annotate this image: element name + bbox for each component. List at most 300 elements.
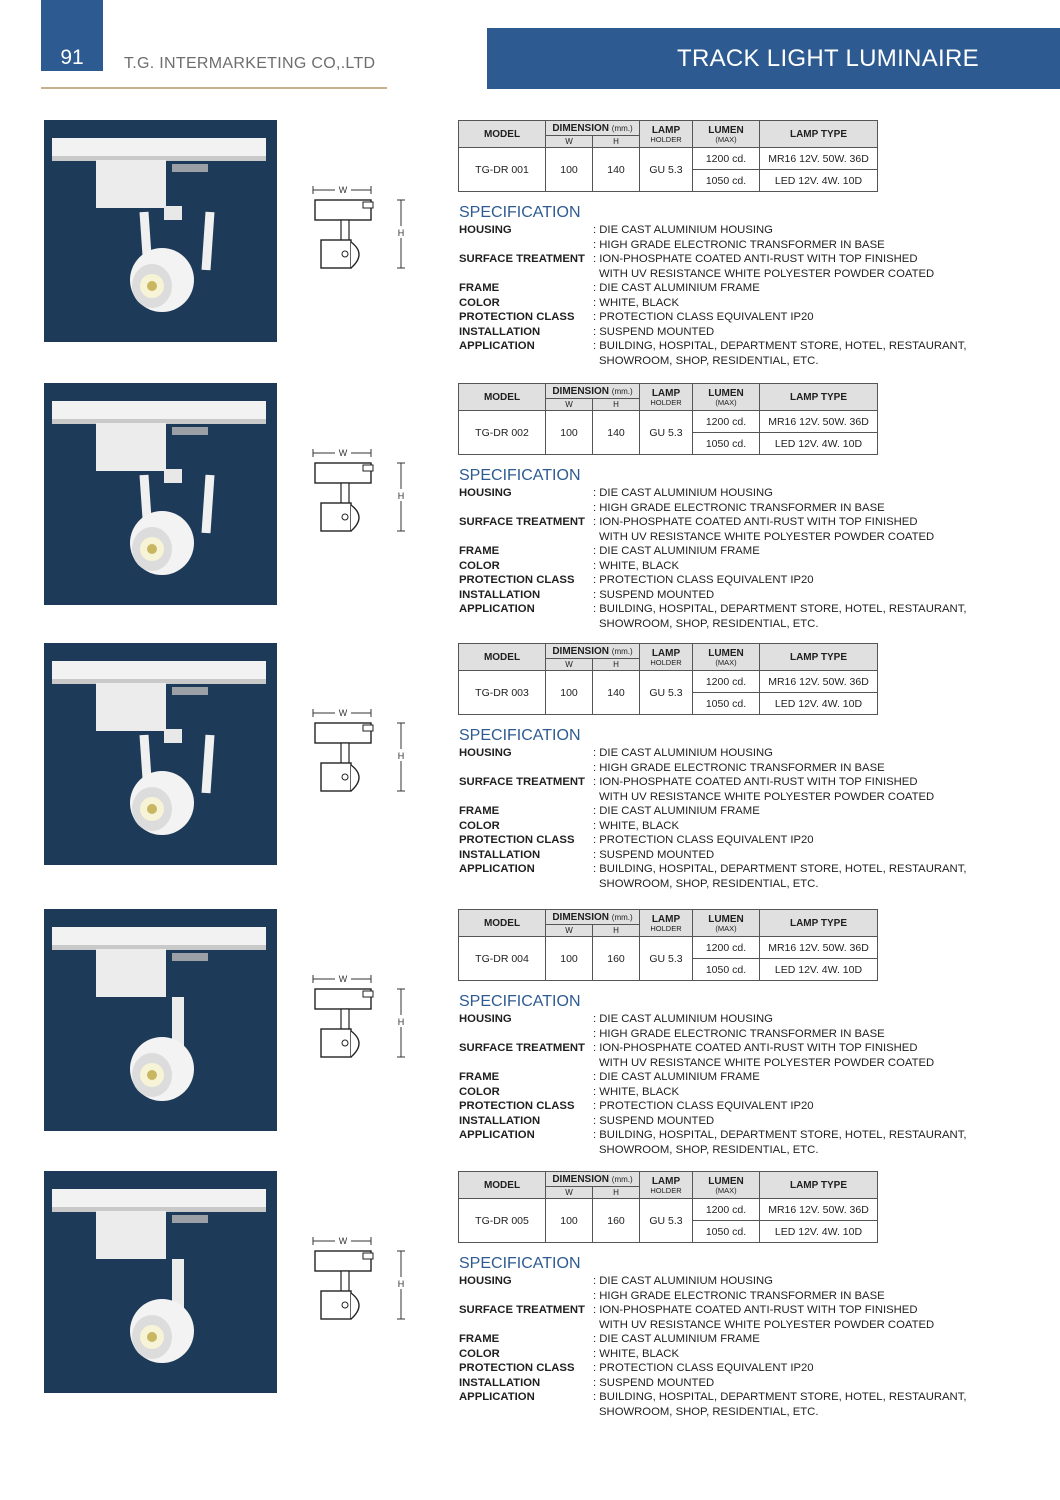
width-cell: 100 xyxy=(546,937,593,981)
model-cell: TG-DR 002 xyxy=(459,411,546,455)
spec-value: : DIE CAST ALUMINIUM HOUSING xyxy=(593,1275,773,1287)
h-header: H xyxy=(593,659,640,671)
spec-row xyxy=(459,354,1019,369)
spec-label: HOUSING xyxy=(459,747,512,759)
spec-label: PROTECTION CLASS xyxy=(459,1362,575,1374)
spec-value: WITH UV RESISTANCE WHITE POLYESTER POWDER COATED xyxy=(599,530,935,543)
lumen-cell: 1200 cd. xyxy=(693,937,760,959)
lumen-max-label: (MAX) xyxy=(715,1186,737,1195)
spec-value: : DIE CAST ALUMINIUM FRAME xyxy=(593,1333,760,1345)
h-header: H xyxy=(593,925,640,937)
spec-row xyxy=(459,1143,1019,1158)
spec-label: SURFACE TREATMENT xyxy=(459,1304,585,1316)
spec-row xyxy=(459,252,1019,267)
specification-list xyxy=(459,486,1019,631)
spec-row xyxy=(459,501,1019,516)
spec-row xyxy=(459,1376,1019,1391)
spec-label: SURFACE TREATMENT xyxy=(459,516,585,528)
spec-value: : DIE CAST ALUMINIUM HOUSING xyxy=(593,487,773,499)
lumen-cell: 1050 cd. xyxy=(693,959,760,981)
product-photo xyxy=(44,383,277,605)
product-table xyxy=(458,120,878,192)
spec-row xyxy=(459,617,1019,632)
width-label: W xyxy=(338,1236,348,1246)
lamp-type-cell: LED 12V. 4W. 10D xyxy=(760,693,878,715)
lamp-holder-header xyxy=(640,644,693,671)
spec-label xyxy=(459,530,593,545)
specification-list xyxy=(459,1012,1019,1157)
spec-label xyxy=(459,790,593,805)
lamp-type-cell: LED 12V. 4W. 10D xyxy=(760,1221,878,1243)
w-header: W xyxy=(546,659,593,671)
h-header: H xyxy=(593,399,640,411)
lamp-type-cell: MR16 12V. 50W. 36D xyxy=(760,148,878,170)
spec-label: FRAME xyxy=(459,545,500,557)
spec-label: INSTALLATION xyxy=(459,588,541,601)
spec-label xyxy=(459,238,593,253)
spec-value: : HIGH GRADE ELECTRONIC TRANSFORMER IN BASE xyxy=(593,501,885,514)
spec-row xyxy=(459,761,1019,776)
specification-list xyxy=(459,1274,1019,1419)
dimension-drawing xyxy=(305,1233,415,1353)
spec-value: : PROTECTION CLASS EQUIVALENT IP20 xyxy=(593,1100,814,1112)
spec-row xyxy=(459,833,1019,848)
lamp-type-cell: MR16 12V. 50W. 36D xyxy=(760,1199,878,1221)
dimension-drawing xyxy=(305,445,415,565)
spec-label: APPLICATION xyxy=(459,863,535,875)
spec-label xyxy=(459,1318,593,1333)
model-cell: TG-DR 005 xyxy=(459,1199,546,1243)
specification-heading: SPECIFICATION xyxy=(459,204,581,221)
page-title: TRACK LIGHT LUMINAIRE xyxy=(677,44,979,72)
spec-value: : ION-PHOSPHATE COATED ANTI-RUST WITH TOP FINISHED xyxy=(593,1042,918,1054)
spec-row xyxy=(459,1405,1019,1420)
track-light-illustration xyxy=(44,909,277,1131)
spec-value: : DIE CAST ALUMINIUM FRAME xyxy=(593,805,760,817)
dimension-unit: (mm.) xyxy=(611,646,633,656)
spec-row xyxy=(459,1390,1019,1405)
height-cell: 140 xyxy=(593,411,640,455)
spec-row xyxy=(459,1128,1019,1143)
spec-value: : HIGH GRADE ELECTRONIC TRANSFORMER IN BASE xyxy=(593,1289,885,1302)
spec-row xyxy=(459,1099,1019,1114)
spec-label xyxy=(459,761,593,776)
spec-row xyxy=(459,775,1019,790)
model-header: MODEL xyxy=(459,644,546,671)
spec-value: : HIGH GRADE ELECTRONIC TRANSFORMER IN BASE xyxy=(593,238,885,251)
spec-row xyxy=(459,1361,1019,1376)
model-header: MODEL xyxy=(459,384,546,411)
dimension-label: DIMENSION xyxy=(552,122,609,134)
product-photo xyxy=(44,1171,277,1393)
spec-row xyxy=(459,1289,1019,1304)
spec-value: : DIE CAST ALUMINIUM HOUSING xyxy=(593,747,773,759)
height-label: H xyxy=(397,491,405,501)
spec-label: FRAME xyxy=(459,805,500,817)
dimension-header xyxy=(546,910,640,925)
holder-label: HOLDER xyxy=(650,924,682,933)
spec-row xyxy=(459,238,1019,253)
lumen-header xyxy=(693,1172,760,1199)
spec-row xyxy=(459,1332,1019,1347)
spec-label: HOUSING xyxy=(459,1275,512,1287)
spec-value: SHOWROOM, SHOP, RESIDENTIAL, ETC. xyxy=(599,1405,819,1418)
height-cell: 160 xyxy=(593,1199,640,1243)
product-section-4 xyxy=(0,909,1060,1171)
spec-value: : BUILDING, HOSPITAL, DEPARTMENT STORE, HOTEL, RESTAURANT, xyxy=(593,863,967,875)
spec-value: : WHITE, BLACK xyxy=(593,1347,679,1360)
lumen-max-label: (MAX) xyxy=(715,135,737,144)
spec-label: HOUSING xyxy=(459,1013,512,1025)
lumen-label: LUMEN xyxy=(708,125,744,136)
specification-heading: SPECIFICATION xyxy=(459,993,581,1010)
spec-label: SURFACE TREATMENT xyxy=(459,253,585,265)
holder-label: HOLDER xyxy=(650,658,682,667)
spec-label: INSTALLATION xyxy=(459,848,541,861)
spec-value: WITH UV RESISTANCE WHITE POLYESTER POWDER COATED xyxy=(599,1056,935,1069)
lamp-holder-header xyxy=(640,1172,693,1199)
spec-row xyxy=(459,790,1019,805)
lumen-label: LUMEN xyxy=(708,388,744,399)
spec-value: : DIE CAST ALUMINIUM FRAME xyxy=(593,1071,760,1083)
height-label: H xyxy=(397,228,405,238)
holder-label: HOLDER xyxy=(650,398,682,407)
lamp-type-cell: LED 12V. 4W. 10D xyxy=(760,433,878,455)
spec-label: INSTALLATION xyxy=(459,1376,541,1389)
holder-cell: GU 5.3 xyxy=(640,411,693,455)
holder-cell: GU 5.3 xyxy=(640,937,693,981)
lumen-cell: 1050 cd. xyxy=(693,693,760,715)
spec-label xyxy=(459,267,593,282)
track-light-illustration xyxy=(44,1171,277,1393)
lumen-max-label: (MAX) xyxy=(715,398,737,407)
spec-row xyxy=(459,296,1019,311)
spec-label: HOUSING xyxy=(459,487,512,499)
spec-value: : HIGH GRADE ELECTRONIC TRANSFORMER IN BASE xyxy=(593,761,885,774)
holder-label: HOLDER xyxy=(650,1186,682,1195)
spec-label: COLOR xyxy=(459,1347,500,1360)
product-section-5 xyxy=(0,1171,1060,1433)
dimension-unit: (mm.) xyxy=(611,912,633,922)
dimension-header xyxy=(546,384,640,399)
dimension-label: DIMENSION xyxy=(552,385,609,397)
spec-row xyxy=(459,1070,1019,1085)
h-header: H xyxy=(593,136,640,148)
lumen-cell: 1050 cd. xyxy=(693,433,760,455)
lumen-label: LUMEN xyxy=(708,1176,744,1187)
lamp-type-header: LAMP TYPE xyxy=(760,644,878,671)
height-cell: 140 xyxy=(593,148,640,192)
spec-value: : PROTECTION CLASS EQUIVALENT IP20 xyxy=(593,834,814,846)
lamp-type-cell: MR16 12V. 50W. 36D xyxy=(760,411,878,433)
spec-value: : ION-PHOSPHATE COATED ANTI-RUST WITH TOP FINISHED xyxy=(593,776,918,788)
dimension-unit: (mm.) xyxy=(611,1174,633,1184)
spec-label xyxy=(459,501,593,516)
spec-value: WITH UV RESISTANCE WHITE POLYESTER POWDER COATED xyxy=(599,1318,935,1331)
spec-value: : WHITE, BLACK xyxy=(593,819,679,832)
spec-label xyxy=(459,1289,593,1304)
spec-label: COLOR xyxy=(459,559,500,572)
spec-label: APPLICATION xyxy=(459,340,535,352)
product-section-1 xyxy=(0,120,1060,382)
product-photo xyxy=(44,909,277,1131)
lamp-type-cell: MR16 12V. 50W. 36D xyxy=(760,937,878,959)
spec-value: WITH UV RESISTANCE WHITE POLYESTER POWDER COATED xyxy=(599,790,935,803)
specification-heading: SPECIFICATION xyxy=(459,727,581,744)
dimension-diagram xyxy=(305,705,415,825)
dimension-header xyxy=(546,121,640,136)
dimension-diagram xyxy=(305,1233,415,1353)
spec-value: : PROTECTION CLASS EQUIVALENT IP20 xyxy=(593,574,814,586)
dimension-unit: (mm.) xyxy=(611,386,633,396)
product-table xyxy=(458,643,878,715)
page-number-badge xyxy=(41,0,103,71)
company-name: T.G. INTERMARKETING CO,.LTD xyxy=(124,55,376,72)
holder-cell: GU 5.3 xyxy=(640,148,693,192)
header-divider xyxy=(41,87,387,89)
spec-value: : DIE CAST ALUMINIUM HOUSING xyxy=(593,224,773,236)
w-header: W xyxy=(546,925,593,937)
height-label: H xyxy=(397,1279,405,1289)
spec-row xyxy=(459,1012,1019,1027)
spec-row xyxy=(459,310,1019,325)
lumen-cell: 1200 cd. xyxy=(693,1199,760,1221)
spec-row xyxy=(459,877,1019,892)
spec-label: PROTECTION CLASS xyxy=(459,834,575,846)
w-header: W xyxy=(546,399,593,411)
height-label: H xyxy=(397,1017,405,1027)
lamp-holder-header xyxy=(640,910,693,937)
lamp-label: LAMP xyxy=(651,648,681,659)
product-photo xyxy=(44,120,277,342)
spec-row xyxy=(459,544,1019,559)
width-cell: 100 xyxy=(546,411,593,455)
spec-label: FRAME xyxy=(459,1333,500,1345)
spec-value: WITH UV RESISTANCE WHITE POLYESTER POWDER COATED xyxy=(599,267,935,280)
lamp-type-cell: MR16 12V. 50W. 36D xyxy=(760,671,878,693)
width-cell: 100 xyxy=(546,671,593,715)
dimension-drawing xyxy=(305,182,415,302)
specification-list xyxy=(459,223,1019,368)
spec-row xyxy=(459,573,1019,588)
spec-row xyxy=(459,223,1019,238)
specification-heading: SPECIFICATION xyxy=(459,467,581,484)
spec-label: FRAME xyxy=(459,1071,500,1083)
lamp-type-cell: LED 12V. 4W. 10D xyxy=(760,959,878,981)
lamp-holder-header xyxy=(640,384,693,411)
spec-value: : SUSPEND MOUNTED xyxy=(593,325,715,338)
spec-label xyxy=(459,1405,593,1420)
width-label: W xyxy=(338,708,348,718)
width-cell: 100 xyxy=(546,148,593,192)
model-cell: TG-DR 004 xyxy=(459,937,546,981)
spec-row xyxy=(459,1274,1019,1289)
dimension-header xyxy=(546,1172,640,1187)
spec-row xyxy=(459,339,1019,354)
spec-row xyxy=(459,1085,1019,1100)
dimension-diagram xyxy=(305,445,415,565)
spec-label: HOUSING xyxy=(459,224,512,236)
spec-row xyxy=(459,281,1019,296)
dimension-diagram xyxy=(305,182,415,302)
product-photo xyxy=(44,643,277,865)
spec-value: : DIE CAST ALUMINIUM FRAME xyxy=(593,545,760,557)
spec-row xyxy=(459,746,1019,761)
height-label: H xyxy=(397,751,405,761)
width-label: W xyxy=(338,974,348,984)
width-label: W xyxy=(338,448,348,458)
spec-label xyxy=(459,1056,593,1071)
spec-label: APPLICATION xyxy=(459,1391,535,1403)
spec-label: PROTECTION CLASS xyxy=(459,1100,575,1112)
dimension-drawing xyxy=(305,705,415,825)
spec-row xyxy=(459,1056,1019,1071)
dimension-header xyxy=(546,644,640,659)
spec-row xyxy=(459,1347,1019,1362)
spec-value: SHOWROOM, SHOP, RESIDENTIAL, ETC. xyxy=(599,617,819,630)
spec-row xyxy=(459,1041,1019,1056)
spec-value: : SUSPEND MOUNTED xyxy=(593,1376,715,1389)
spec-value: SHOWROOM, SHOP, RESIDENTIAL, ETC. xyxy=(599,1143,819,1156)
w-header: W xyxy=(546,1187,593,1199)
model-header: MODEL xyxy=(459,121,546,148)
spec-row xyxy=(459,848,1019,863)
spec-value: SHOWROOM, SHOP, RESIDENTIAL, ETC. xyxy=(599,877,819,890)
lumen-header xyxy=(693,384,760,411)
spec-value: : ION-PHOSPHATE COATED ANTI-RUST WITH TOP FINISHED xyxy=(593,253,918,265)
lumen-cell: 1200 cd. xyxy=(693,411,760,433)
specification-heading: SPECIFICATION xyxy=(459,1255,581,1272)
spec-row xyxy=(459,486,1019,501)
lamp-holder-header xyxy=(640,121,693,148)
spec-row xyxy=(459,1114,1019,1129)
product-table xyxy=(458,1171,878,1243)
product-section-3 xyxy=(0,643,1060,905)
dimension-label: DIMENSION xyxy=(552,911,609,923)
track-light-illustration xyxy=(44,383,277,605)
lumen-max-label: (MAX) xyxy=(715,924,737,933)
spec-value: : DIE CAST ALUMINIUM FRAME xyxy=(593,282,760,294)
spec-label xyxy=(459,354,593,369)
spec-row xyxy=(459,1318,1019,1333)
spec-row xyxy=(459,530,1019,545)
spec-row xyxy=(459,819,1019,834)
lamp-label: LAMP xyxy=(651,1176,681,1187)
spec-label: PROTECTION CLASS xyxy=(459,574,575,586)
spec-value: : SUSPEND MOUNTED xyxy=(593,1114,715,1127)
spec-row xyxy=(459,559,1019,574)
height-cell: 140 xyxy=(593,671,640,715)
lumen-label: LUMEN xyxy=(708,648,744,659)
lumen-label: LUMEN xyxy=(708,914,744,925)
spec-value: : DIE CAST ALUMINIUM HOUSING xyxy=(593,1013,773,1025)
page-number: 91 xyxy=(60,46,84,69)
spec-row xyxy=(459,1027,1019,1042)
lamp-label: LAMP xyxy=(651,125,681,136)
lumen-cell: 1200 cd. xyxy=(693,671,760,693)
lumen-cell: 1050 cd. xyxy=(693,1221,760,1243)
w-header: W xyxy=(546,136,593,148)
product-table xyxy=(458,909,878,981)
dimension-diagram xyxy=(305,971,415,1091)
spec-label: COLOR xyxy=(459,819,500,832)
spec-value: : BUILDING, HOSPITAL, DEPARTMENT STORE, HOTEL, RESTAURANT, xyxy=(593,603,967,615)
track-light-illustration xyxy=(44,120,277,342)
spec-value: : SUSPEND MOUNTED xyxy=(593,848,715,861)
spec-value: : BUILDING, HOSPITAL, DEPARTMENT STORE, HOTEL, RESTAURANT, xyxy=(593,340,967,352)
lamp-type-header: LAMP TYPE xyxy=(760,1172,878,1199)
spec-label xyxy=(459,877,593,892)
spec-label: SURFACE TREATMENT xyxy=(459,776,585,788)
dimension-label: DIMENSION xyxy=(552,1173,609,1185)
spec-row xyxy=(459,602,1019,617)
spec-label: FRAME xyxy=(459,282,500,294)
product-section-2 xyxy=(0,383,1060,645)
specification-list xyxy=(459,746,1019,891)
width-cell: 100 xyxy=(546,1199,593,1243)
holder-cell: GU 5.3 xyxy=(640,1199,693,1243)
spec-value: : PROTECTION CLASS EQUIVALENT IP20 xyxy=(593,311,814,323)
spec-value: : PROTECTION CLASS EQUIVALENT IP20 xyxy=(593,1362,814,1374)
lamp-label: LAMP xyxy=(651,914,681,925)
spec-label: SURFACE TREATMENT xyxy=(459,1042,585,1054)
lamp-type-header: LAMP TYPE xyxy=(760,910,878,937)
spec-value: : WHITE, BLACK xyxy=(593,1085,679,1098)
holder-cell: GU 5.3 xyxy=(640,671,693,715)
lamp-label: LAMP xyxy=(651,388,681,399)
lamp-type-cell: LED 12V. 4W. 10D xyxy=(760,170,878,192)
page-title-bar xyxy=(487,28,1060,89)
lumen-header xyxy=(693,121,760,148)
spec-value: SHOWROOM, SHOP, RESIDENTIAL, ETC. xyxy=(599,354,819,367)
lumen-cell: 1050 cd. xyxy=(693,170,760,192)
spec-row xyxy=(459,267,1019,282)
holder-label: HOLDER xyxy=(650,135,682,144)
spec-row xyxy=(459,862,1019,877)
h-header: H xyxy=(593,1187,640,1199)
spec-value: : SUSPEND MOUNTED xyxy=(593,588,715,601)
spec-value: : BUILDING, HOSPITAL, DEPARTMENT STORE, HOTEL, RESTAURANT, xyxy=(593,1391,967,1403)
spec-value: : WHITE, BLACK xyxy=(593,559,679,572)
spec-label: INSTALLATION xyxy=(459,1114,541,1127)
spec-label: APPLICATION xyxy=(459,603,535,615)
dimension-label: DIMENSION xyxy=(552,645,609,657)
spec-label: PROTECTION CLASS xyxy=(459,311,575,323)
spec-label: INSTALLATION xyxy=(459,325,541,338)
dimension-drawing xyxy=(305,971,415,1091)
lumen-header xyxy=(693,910,760,937)
spec-value: : ION-PHOSPHATE COATED ANTI-RUST WITH TOP FINISHED xyxy=(593,516,918,528)
model-header: MODEL xyxy=(459,1172,546,1199)
spec-value: : HIGH GRADE ELECTRONIC TRANSFORMER IN BASE xyxy=(593,1027,885,1040)
model-cell: TG-DR 001 xyxy=(459,148,546,192)
model-cell: TG-DR 003 xyxy=(459,671,546,715)
track-light-illustration xyxy=(44,643,277,865)
spec-label: COLOR xyxy=(459,296,500,309)
spec-value: : ION-PHOSPHATE COATED ANTI-RUST WITH TOP FINISHED xyxy=(593,1304,918,1316)
spec-value: : BUILDING, HOSPITAL, DEPARTMENT STORE, HOTEL, RESTAURANT, xyxy=(593,1129,967,1141)
dimension-unit: (mm.) xyxy=(611,123,633,133)
lumen-max-label: (MAX) xyxy=(715,658,737,667)
spec-label xyxy=(459,617,593,632)
spec-label xyxy=(459,1027,593,1042)
lumen-cell: 1200 cd. xyxy=(693,148,760,170)
height-cell: 160 xyxy=(593,937,640,981)
spec-value: : WHITE, BLACK xyxy=(593,296,679,309)
lumen-header xyxy=(693,644,760,671)
model-header: MODEL xyxy=(459,910,546,937)
lamp-type-header: LAMP TYPE xyxy=(760,384,878,411)
